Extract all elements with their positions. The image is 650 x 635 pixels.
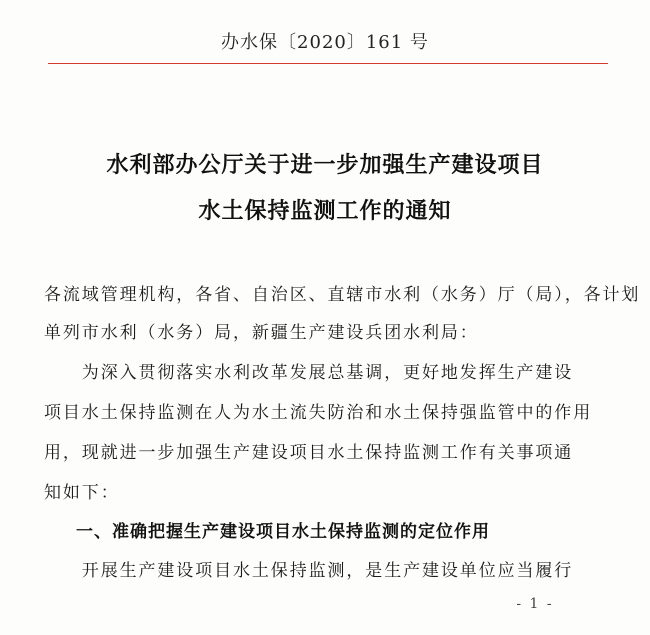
addressee-line-2: 单列市水利（水务）局，新疆生产建设兵团水利局： (44, 323, 479, 343)
body-paragraph-line-2: 项目水土保持监测在人为水土流失防治和水土保持强监管中的作用 (44, 403, 593, 423)
addressee-line-1: 各流域管理机构，各省、自治区、直辖市水利（水务）厅（局），各计划 (44, 285, 641, 305)
body-paragraph-line-5: 开展生产建设项目水土保持监测，是生产建设单位应当履行 (44, 561, 574, 581)
section-heading: 一、准确把握生产建设项目水土保持监测的定位作用 (76, 522, 490, 542)
red-separator-line (48, 63, 608, 64)
document-number: 办水保〔2020〕161 号 (221, 32, 429, 53)
document-title-line-1: 水利部办公厅关于进一步加强生产建设项目 (106, 153, 544, 178)
body-paragraph-line-4: 知如下： (44, 483, 120, 503)
body-paragraph-line-1: 为深入贯彻落实水利改革发展总基调，更好地发挥生产建设 (44, 363, 574, 383)
body-paragraph-line-3: 用，现就进一步加强生产建设项目水土保持监测工作有关事项通 (44, 443, 574, 463)
page-number: - 1 - (516, 596, 554, 612)
document-title-line-2: 水土保持监测工作的通知 (198, 199, 452, 224)
